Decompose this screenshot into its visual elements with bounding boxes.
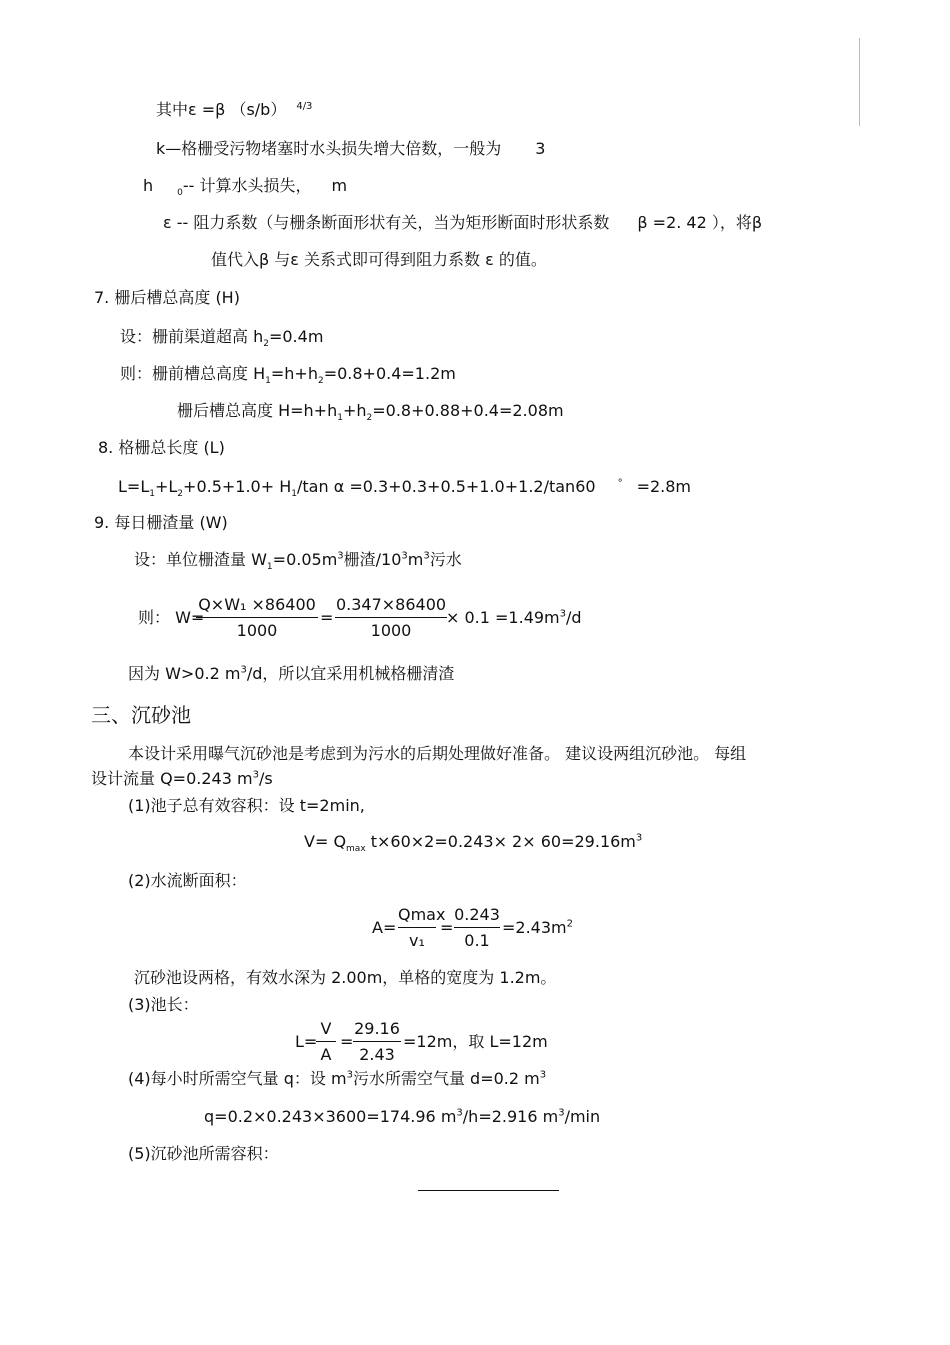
screenings-formula-label: 则： W= [138, 608, 205, 627]
section-8-title: 8. 格栅总长度 (L) [98, 438, 225, 457]
screenings-result: × $0.1 =1.49m^3/d$ [446, 608, 582, 627]
intro-paragraph-line-1: 本设计采用曝气沉砂池是考虑到为污水的后期处理做好准备。 建议设两组沉砂池。 每组 [128, 744, 747, 763]
h0-definition: h $_0$-- 计算水头损失， m [143, 176, 348, 199]
length-result: =12m，取 L=12m [403, 1032, 548, 1051]
mechanical-screen-note: 因为 W>0.2 $m^3/d$，所以宜采用机械格栅清渣 [128, 664, 455, 683]
section-3-heading: 三、沉砂池 [91, 703, 191, 727]
epsilon-definition: ε -- 阻力系数（与栅条断面形状有关，当为矩形断面时形状系数 β =2. 42 ），将β [163, 213, 763, 232]
air-formula: q=0.2×0.243×3600=174.96 $m^3/h=2.916$ $m^3/\min$ [204, 1107, 601, 1126]
section-7-title: 7. 栅后槽总高度 (H) [94, 288, 240, 307]
chamber-note: 沉砂池设两格，有效水深为 2.00m，单格的宽度为 1.2m。 [134, 968, 557, 987]
screenings-rate-line: 设：单位栅渣量 $W_1=0.05m^3$栅渣$/10^3m^3$污水 [134, 550, 462, 573]
screenings-fraction-1: Q×W₁ ×86400 1000 [196, 595, 318, 641]
area-formula-label: A= [372, 918, 397, 937]
screenings-fraction-2: 0.347×86400 1000 [335, 595, 447, 640]
item-3-title: (3)池长： [128, 995, 199, 1014]
length-eq: = [340, 1032, 354, 1051]
length-formula: $L=L_1+L_2+0.5+1.0+ H_1/\tan$ α =0.3+0.3+0.5+1.0+1.2/tan60 ° =2.8m [118, 477, 691, 500]
item-2-title: (2)水流断面积： [128, 871, 247, 890]
section-9-title: 9. 每日栅渣量 (W) [94, 513, 228, 532]
rear-height-line: 栅后槽总高度 $H=h+h_1+h_2=0.8+0.88+0.4=2.08m$ [177, 401, 564, 424]
k-definition: k—格栅受污物堵塞时水头损失增大倍数，一般为 3 [156, 139, 546, 158]
item-5-title: (5)沉砂池所需容积： [128, 1144, 279, 1163]
length-fraction-1: V A [316, 1019, 336, 1065]
epsilon-formula: 其中ε =β （s/b） $^{4/3}$ [156, 100, 313, 119]
item-1-title: (1)池子总有效容积：设 t=2min, [128, 796, 365, 815]
length-fraction-2: 29.16 2.43 [354, 1019, 400, 1064]
area-eq: = [440, 918, 454, 937]
formula-placeholder-line [418, 1190, 559, 1191]
screenings-eq: = [320, 608, 334, 627]
front-height-line: 则：栅前槽总高度 $H_1=h+h_2=0.8+0.4=1.2m$ [120, 364, 456, 387]
epsilon-note: 值代入β 与ε 关系式即可得到阻力系数 ε 的值。 [211, 250, 547, 269]
margin-rule [859, 38, 860, 126]
freeboard-line: 设：栅前渠道超高 $h_2=0.4m$ [120, 327, 324, 350]
area-fraction-1: Qmax v₁ [398, 905, 446, 950]
intro-paragraph-line-2: 设计流量 Q=0.243 $m^3/s$ [91, 769, 273, 788]
volume-formula: $V= Q_{max}$ $t\times 60\times 2=0.243\times 2\times 60=29.16m^3$ [304, 832, 643, 855]
area-result: $=2.43m^2$ [502, 918, 573, 937]
item-4-title: (4)每小时所需空气量 q：设 $m^3$污水所需空气量 d=0.2 $m^3$ [128, 1069, 547, 1088]
area-fraction-2: 0.243 0.1 [454, 905, 500, 950]
length-formula-label: L= [295, 1032, 318, 1051]
